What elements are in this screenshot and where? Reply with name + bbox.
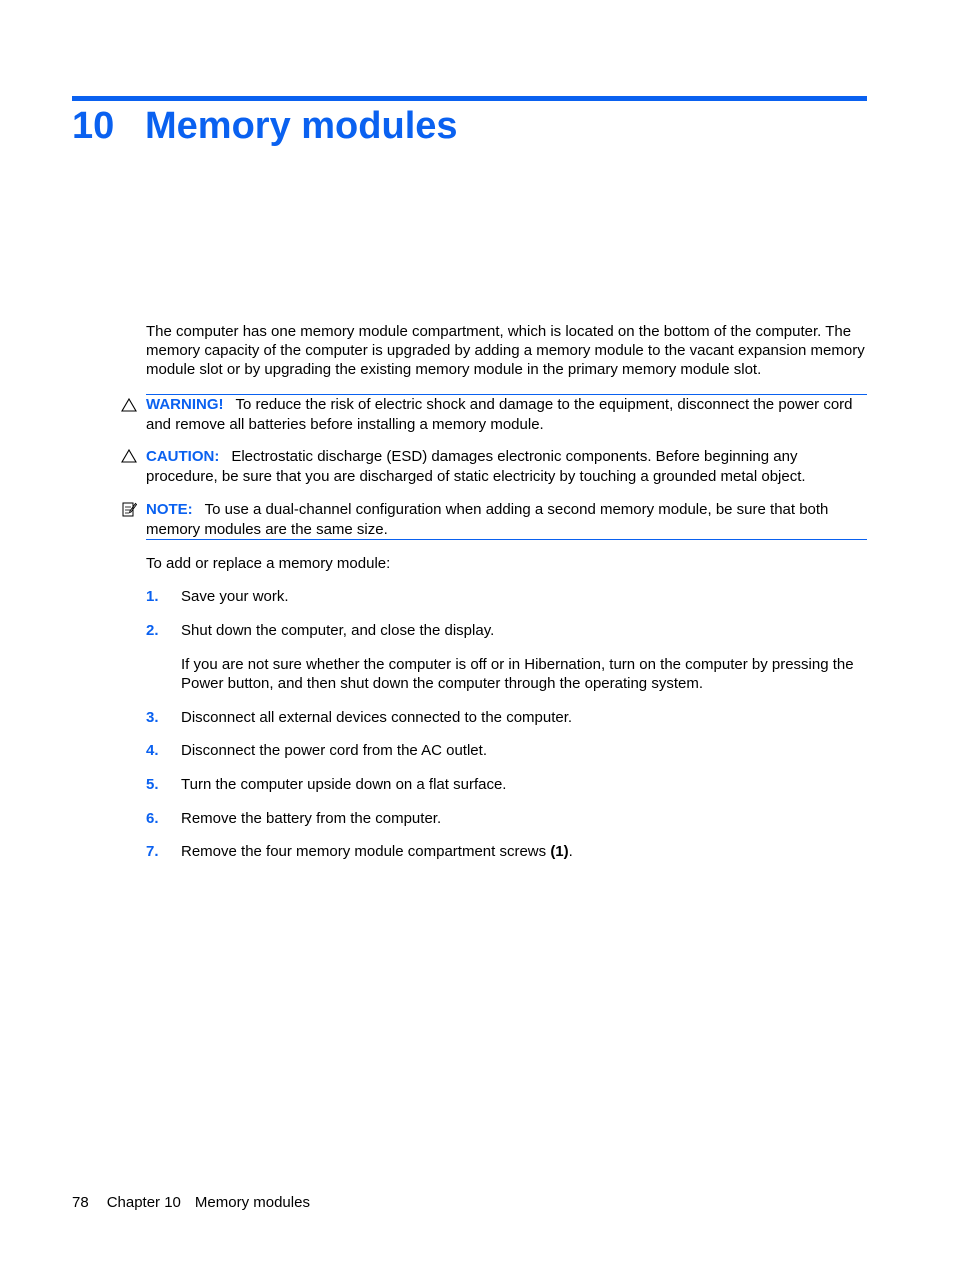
warning-notice xyxy=(146,395,867,434)
step-number: 7. xyxy=(146,843,159,860)
caution-icon xyxy=(121,448,137,464)
step-suffix: . xyxy=(568,843,573,860)
note-text: To use a dual-channel configuration when adding a second memory module, be sure that both memory modules are the same size. xyxy=(146,501,829,538)
note-label: NOTE: xyxy=(146,501,193,518)
step-number: 3. xyxy=(146,709,159,726)
caution-label: CAUTION: xyxy=(146,448,220,465)
step-text-wrapper xyxy=(181,842,573,861)
warning-icon xyxy=(121,397,137,413)
procedure-intro: To add or replace a memory module: xyxy=(146,555,391,572)
page-footer xyxy=(72,1193,328,1212)
step-text: Remove the four memory module compartment screws xyxy=(181,843,547,860)
note-icon xyxy=(121,501,137,517)
notice-bottom-rule xyxy=(146,539,867,540)
callout-reference: (1) xyxy=(550,843,569,860)
step-number: 1. xyxy=(146,588,159,605)
step-number: 6. xyxy=(146,810,159,827)
step-text: Turn the computer upside down on a flat surface. xyxy=(181,776,507,793)
chapter-number: 10 xyxy=(72,105,115,147)
step-text: Shut down the computer, and close the display. xyxy=(181,622,495,639)
warning-label: WARNING! xyxy=(146,396,224,413)
caution-text: Electrostatic discharge (ESD) damages electronic components. Before beginning any procedure, be sure that you are discharged of static electricity by touching a grounded metal object. xyxy=(146,448,806,485)
chapter-title-text: Memory modules xyxy=(145,105,458,147)
step-2-detail: If you are not sure whether the computer is off or in Hibernation, turn on the computer by pressing the Power button, and then shut down the computer through the operating system. xyxy=(181,656,854,692)
page-number: 78 xyxy=(72,1194,89,1211)
note-notice xyxy=(146,500,867,539)
step-number: 4. xyxy=(146,742,159,759)
step-text: Disconnect the power cord from the AC outlet. xyxy=(181,742,487,759)
footer-chapter-title: Memory modules xyxy=(194,1194,310,1211)
footer-chapter-label: Chapter 10 xyxy=(106,1194,181,1211)
caution-notice xyxy=(146,447,867,486)
chapter-title xyxy=(72,100,458,152)
warning-text: To reduce the risk of electric shock and damage to the equipment, disconnect the power cord and remove all batteries before installing a memory module. xyxy=(146,396,853,433)
step-text: Remove the battery from the computer. xyxy=(181,810,442,827)
step-number: 5. xyxy=(146,776,159,793)
intro-paragraph: The computer has one memory module compartment, which is located on the bottom of the computer. The memory capacity of the computer is upgraded by adding a memory module to the vacant expansion memory module slot or by upgrading the existing memory module in the primary memory module slot. xyxy=(146,323,865,378)
step-text: Disconnect all external devices connected to the computer. xyxy=(181,709,573,726)
step-number: 2. xyxy=(146,622,159,639)
step-text: Save your work. xyxy=(181,588,289,605)
